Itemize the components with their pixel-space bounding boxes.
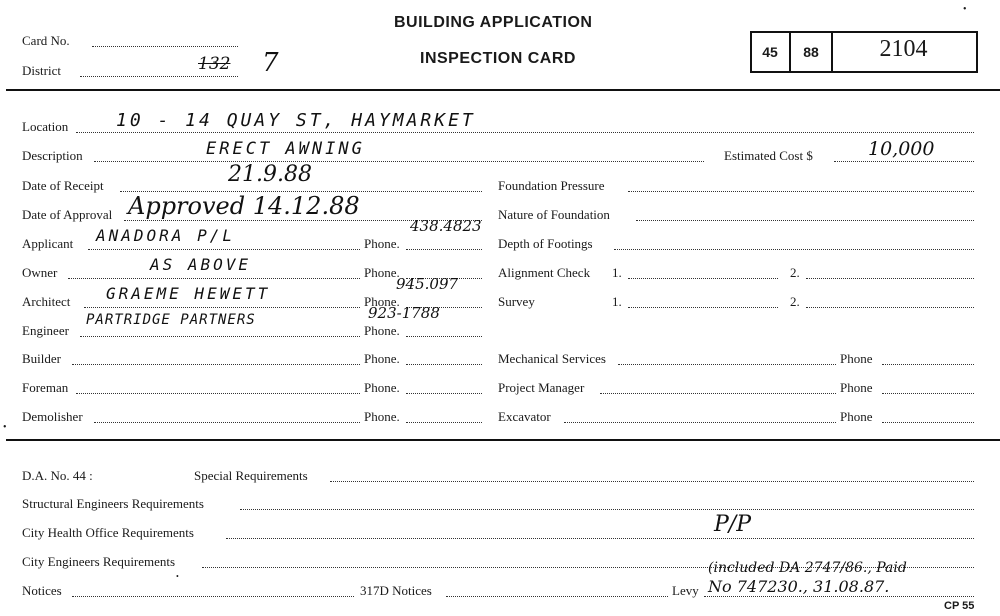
foreman-phone-line	[406, 393, 482, 394]
depth-footings-label: Depth of Footings	[498, 236, 593, 251]
foreman-phone-label: Phone.	[364, 380, 400, 395]
foundation-pressure-label: Foundation Pressure	[498, 178, 605, 193]
demolisher-label: Demolisher	[22, 409, 83, 424]
engineer-phone-value: 923-1788	[368, 304, 440, 322]
applicant-phone-label: Phone.	[364, 236, 400, 251]
title-line-2: INSPECTION CARD	[420, 50, 576, 67]
health-label: City Health Office Requirements	[22, 525, 194, 540]
card-no-label: Card No.	[22, 33, 70, 48]
notices-line	[72, 596, 354, 597]
architect-phone-label: Phone.	[364, 294, 400, 309]
health-line	[226, 538, 974, 539]
architect-line	[84, 307, 360, 308]
owner-label: Owner	[22, 265, 58, 280]
date-approval-label: Date of Approval	[22, 207, 113, 222]
middle-rule	[6, 439, 1000, 441]
demolisher-phone-label: Phone.	[364, 409, 400, 424]
excavator-phone-label: Phone	[840, 409, 873, 424]
box-cell-1: 45	[762, 44, 778, 60]
form-code: CP 55	[944, 600, 975, 612]
notices-label: Notices	[22, 583, 62, 598]
survey-num-1: 1.	[612, 294, 622, 309]
survey-label: Survey	[498, 294, 535, 309]
district-label: District	[22, 63, 61, 78]
box-cell-2: 88	[803, 44, 819, 60]
header-rule	[6, 89, 1000, 91]
foreman-line	[76, 393, 360, 394]
alignment-check-label: Alignment Check	[498, 265, 591, 280]
date-receipt-value: 21.9.88	[228, 162, 312, 187]
notices-317d-label: 317D Notices	[360, 583, 432, 598]
date-receipt-label: Date of Receipt	[22, 178, 104, 193]
small-mark: •	[176, 572, 179, 581]
engineer-value: PARTRIDGE PARTNERS	[86, 312, 256, 328]
owner-phone-label: Phone.	[364, 265, 400, 280]
alignment-line-2	[806, 278, 974, 279]
architect-value: GRAEME HEWETT	[106, 284, 271, 303]
mechanical-phone-line	[882, 364, 974, 365]
engineer-phone-label: Phone.	[364, 323, 400, 338]
mechanical-phone-label: Phone	[840, 351, 873, 366]
excavator-line	[564, 422, 836, 423]
description-label: Description	[22, 148, 83, 163]
health-value: P/P	[714, 512, 752, 537]
notices-317d-line	[446, 596, 668, 597]
engineer-phone-line	[406, 336, 482, 337]
owner-value: AS ABOVE	[150, 255, 252, 274]
applicant-line	[88, 249, 360, 250]
estimated-cost-value: 10,000	[868, 138, 935, 160]
project-manager-phone-line	[882, 393, 974, 394]
project-manager-label: Project Manager	[498, 380, 585, 395]
structural-label: Structural Engineers Requirements	[22, 496, 204, 511]
nature-foundation-line	[636, 220, 974, 221]
margin-mark: •	[3, 422, 7, 433]
corner-mark: •	[963, 4, 967, 15]
project-manager-line	[600, 393, 836, 394]
special-requirements-line	[330, 481, 974, 482]
foreman-label: Foreman	[22, 380, 69, 395]
location-line	[76, 132, 974, 133]
district-value: 7	[262, 48, 279, 78]
builder-phone-line	[406, 364, 482, 365]
architect-phone-value: 945.097	[396, 275, 459, 293]
estimated-cost-line	[834, 161, 974, 162]
depth-footings-line	[614, 249, 974, 250]
engineer-label: Engineer	[22, 323, 69, 338]
survey-line-2	[806, 307, 974, 308]
box-card-number: 2104	[879, 36, 928, 62]
alignment-num-2: 2.	[790, 265, 800, 280]
architect-label: Architect	[22, 294, 71, 309]
applicant-value: ANADORA P/L	[96, 226, 235, 245]
levy-note: (included DA 2747/86., Paid	[708, 560, 907, 576]
builder-phone-label: Phone.	[364, 351, 400, 366]
foundation-pressure-line	[628, 191, 974, 192]
structural-line	[240, 509, 974, 510]
levy-line	[704, 596, 974, 597]
project-manager-phone-label: Phone	[840, 380, 873, 395]
applicant-label: Applicant	[22, 236, 74, 251]
estimated-cost-label: Estimated Cost $	[724, 148, 813, 163]
demolisher-line	[94, 422, 360, 423]
survey-line-1	[628, 307, 778, 308]
mechanical-label: Mechanical Services	[498, 351, 606, 366]
city-engineers-label: City Engineers Requirements	[22, 554, 176, 569]
special-requirements-label: Special Requirements	[194, 468, 308, 483]
owner-line	[68, 278, 360, 279]
title-line-1: BUILDING APPLICATION	[394, 14, 593, 31]
alignment-num-1: 1.	[612, 265, 622, 280]
card-no-line	[92, 46, 238, 47]
builder-label: Builder	[22, 351, 61, 366]
description-line	[94, 161, 704, 162]
district-struck-value: 132	[198, 54, 231, 74]
excavator-phone-line	[882, 422, 974, 423]
date-approval-value: Approved 14.12.88	[128, 192, 360, 220]
mechanical-line	[618, 364, 836, 365]
alignment-line-1	[628, 278, 778, 279]
demolisher-phone-line	[406, 422, 482, 423]
excavator-label: Excavator	[498, 409, 551, 424]
levy-value: No 747230., 31.08.87.	[708, 577, 890, 596]
applicant-phone-line	[406, 249, 482, 250]
location-value: 10 - 14 QUAY ST, HAYMARKET	[116, 110, 476, 131]
district-line	[80, 76, 238, 77]
location-label: Location	[22, 119, 69, 134]
da-no-label: D.A. No. 44 :	[22, 468, 93, 483]
description-value: ERECT AWNING	[206, 139, 365, 159]
applicant-phone-value: 438.4823	[410, 217, 482, 235]
levy-label: Levy	[672, 583, 699, 598]
engineer-line	[80, 336, 360, 337]
builder-line	[72, 364, 360, 365]
nature-foundation-label: Nature of Foundation	[498, 207, 610, 222]
survey-num-2: 2.	[790, 294, 800, 309]
